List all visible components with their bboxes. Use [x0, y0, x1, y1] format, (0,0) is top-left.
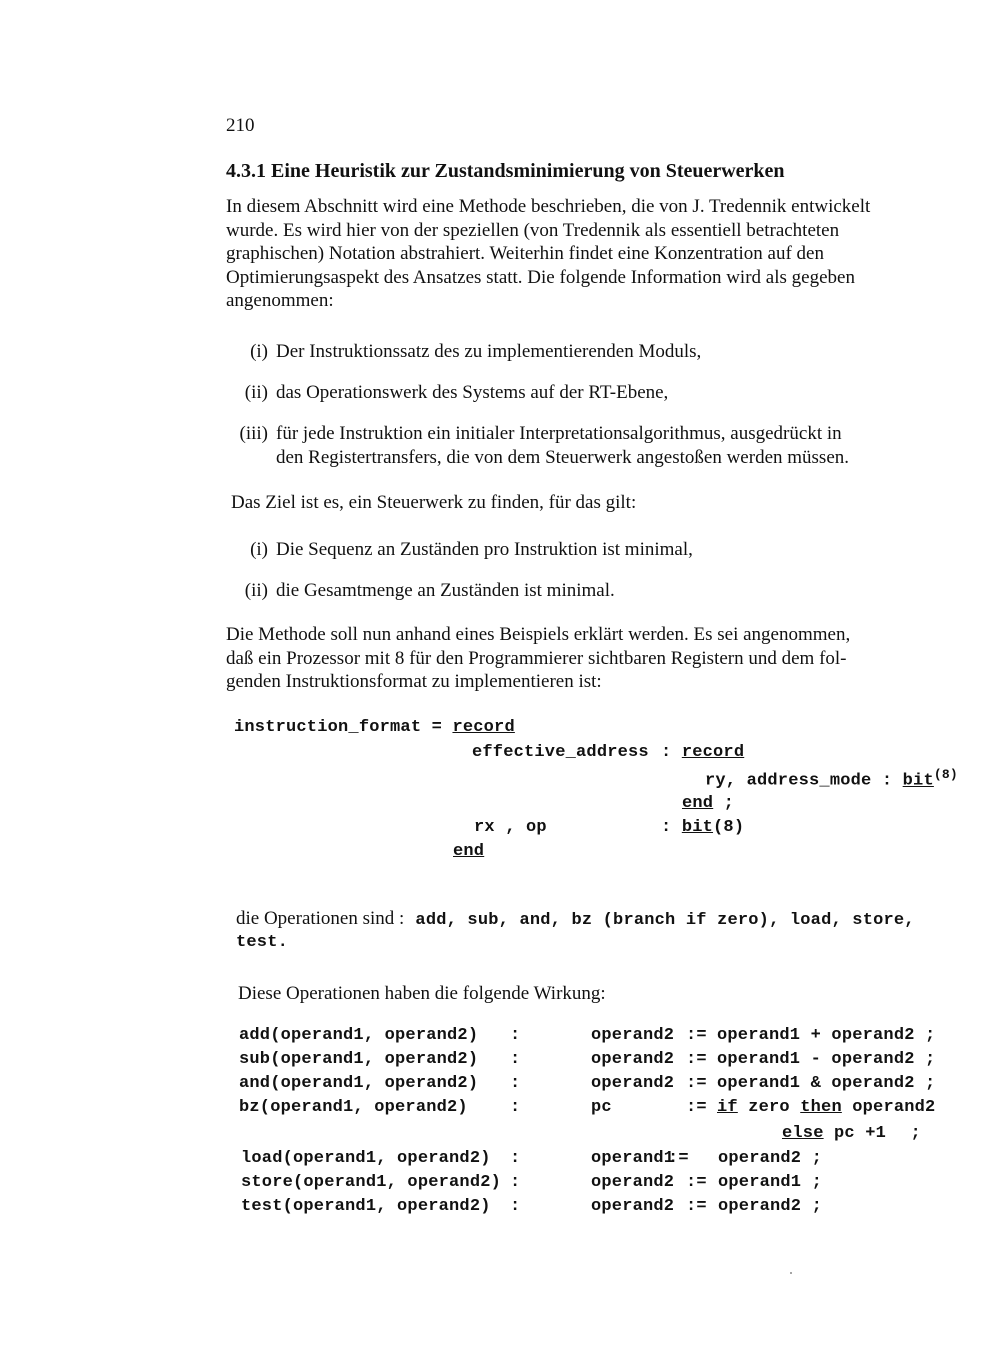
list-text: den Registertransfers, die von dem Steuerwerk angestoßen werden müssen.	[276, 447, 849, 468]
section-number: 4.3.1	[226, 160, 266, 182]
effects-intro: Diese Operationen haben die folgende Wirkung:	[238, 983, 606, 1004]
op-separator: :	[510, 1098, 521, 1117]
op-rhs: operand2 ;	[718, 1149, 823, 1168]
list-number: (ii)	[244, 382, 268, 403]
bz-else	[782, 1124, 921, 1143]
list-text: für jede Instruktion ein initialer Interpretationsalgorithmus, ausgedrückt in	[276, 423, 842, 444]
intro-line: angenommen:	[226, 290, 334, 311]
code-line	[661, 818, 744, 837]
intro-line: In diesem Abschnitt wird eine Methode beschrieben, die von J. Tredennik entwickelt	[226, 196, 871, 217]
operations-list: add, sub, and, bz (branch if zero), load, store,	[415, 911, 915, 930]
op-separator: :	[510, 1074, 521, 1093]
op-assign: :=	[686, 1050, 707, 1069]
op-lhs: operand2	[591, 1074, 675, 1093]
op-signature: bz(operand1, operand2)	[239, 1098, 468, 1117]
list-text: Die Sequenz an Zuständen pro Instruktion ist minimal,	[276, 539, 693, 560]
code-argument: (8)	[933, 767, 958, 782]
goal-text: Das Ziel ist es, ein Steuerwerk zu finden, für das gilt:	[231, 492, 637, 513]
op-lhs: operand1	[591, 1149, 675, 1168]
code-keyword: record	[681, 743, 745, 762]
method-paragraph	[226, 623, 946, 694]
code-keyword: bit	[902, 771, 934, 791]
op-assign: :=	[686, 1173, 707, 1192]
op-separator: :	[510, 1026, 521, 1045]
op-rhs: operand1 - operand2 ;	[717, 1050, 936, 1069]
list-number: (i)	[250, 539, 268, 560]
code-keyword: record	[452, 718, 515, 737]
code-identifier: instruction_format	[234, 718, 422, 737]
op-assign: :=	[686, 1098, 707, 1117]
section-title: Eine Heuristik zur Zustandsminimierung von Steuerwerken	[271, 160, 785, 182]
op-rhs: operand1 & operand2 ;	[717, 1074, 936, 1093]
scan-speck	[790, 1272, 792, 1274]
code-identifier: ry, address_mode	[705, 771, 872, 791]
code-keyword: bit	[681, 818, 714, 837]
intro-paragraph	[226, 195, 946, 313]
op-signature: load(operand1, operand2)	[241, 1149, 491, 1168]
op-assign: :=	[686, 1074, 707, 1093]
op-lhs: operand2	[591, 1026, 675, 1045]
code-operator: :	[881, 771, 893, 791]
op-rhs: operand1 + operand2 ;	[717, 1026, 936, 1045]
op-lhs: pc	[591, 1098, 612, 1117]
op-signature: test(operand1, operand2)	[241, 1197, 491, 1216]
op-signature: and(operand1, operand2)	[239, 1074, 479, 1093]
code-operator: =	[431, 718, 443, 737]
list-number: (i)	[250, 341, 268, 362]
code-line	[472, 743, 649, 762]
op-signature: add(operand1, operand2)	[239, 1026, 479, 1045]
code-operator: :	[661, 818, 672, 837]
code-identifier: zero	[748, 1098, 790, 1117]
op-rhs: operand2 ;	[718, 1197, 823, 1216]
code-operator: :	[661, 743, 672, 762]
code-line	[474, 818, 547, 837]
list-text: das Operationswerk des Systems auf der RT-Ebene,	[276, 382, 669, 403]
code-line	[705, 767, 958, 791]
code-identifier: effective_address	[472, 743, 649, 762]
operations-label: die Operationen sind :	[236, 908, 405, 929]
code-keyword: end	[453, 842, 485, 861]
op-separator: :	[510, 1149, 521, 1168]
op-signature: sub(operand1, operand2)	[239, 1050, 479, 1069]
method-line: genden Instruktionsformat zu implementieren ist:	[226, 671, 602, 692]
op-rhs: operand1 ;	[718, 1173, 823, 1192]
op-separator: :	[510, 1197, 521, 1216]
op-lhs: operand2	[591, 1173, 675, 1192]
code-line	[682, 794, 734, 813]
code-line	[661, 743, 744, 762]
code-keyword: end	[682, 794, 714, 813]
code-keyword: then	[800, 1098, 842, 1117]
code-keyword: if	[717, 1098, 738, 1117]
code-identifier: rx , op	[474, 818, 547, 837]
code-operator: ;	[723, 794, 735, 813]
list-number: (ii)	[244, 580, 268, 601]
code-argument: (8)	[713, 818, 745, 837]
method-line: Die Methode soll nun anhand eines Beispiels erklärt werden. Es sei angenommen,	[226, 624, 851, 645]
bz-condition	[717, 1098, 935, 1117]
op-separator: :	[510, 1050, 521, 1069]
code-line	[234, 718, 515, 737]
code-operator: ;	[910, 1124, 921, 1143]
code-identifier: operand2	[852, 1098, 936, 1117]
list-text: Der Instruktionssatz des zu implementierenden Moduls,	[276, 341, 702, 362]
code-identifier: pc +1	[834, 1124, 887, 1143]
intro-line: graphischen) Notation abstrahiert. Weiterhin findet eine Konzentration auf den	[226, 243, 824, 264]
operations-line	[236, 908, 915, 930]
op-lhs: operand2	[591, 1197, 675, 1216]
method-line: daß ein Prozessor mit 8 für den Programmierer sichtbaren Registern und dem fol-	[226, 647, 847, 669]
op-lhs: operand2	[591, 1050, 675, 1069]
code-line	[453, 842, 484, 861]
code-keyword: else	[782, 1124, 824, 1143]
list-text: die Gesamtmenge an Zuständen ist minimal.	[276, 580, 615, 601]
list-number: (iii)	[239, 423, 268, 444]
op-assign: :=	[668, 1149, 689, 1168]
op-assign: :=	[686, 1197, 707, 1216]
intro-line: wurde. Es wird hier von der speziellen (von Tredennik als essentiell betrachteten	[226, 219, 840, 241]
op-assign: :=	[686, 1026, 707, 1045]
op-signature: store(operand1, operand2)	[241, 1173, 502, 1192]
intro-line: Optimierungsaspekt des Ansatzes statt. Die folgende Information wird als gegeben	[226, 266, 855, 288]
page-number: 210	[226, 115, 255, 136]
section-heading	[226, 160, 785, 183]
op-separator: :	[510, 1173, 521, 1192]
operations-list-continued: test.	[236, 933, 289, 952]
